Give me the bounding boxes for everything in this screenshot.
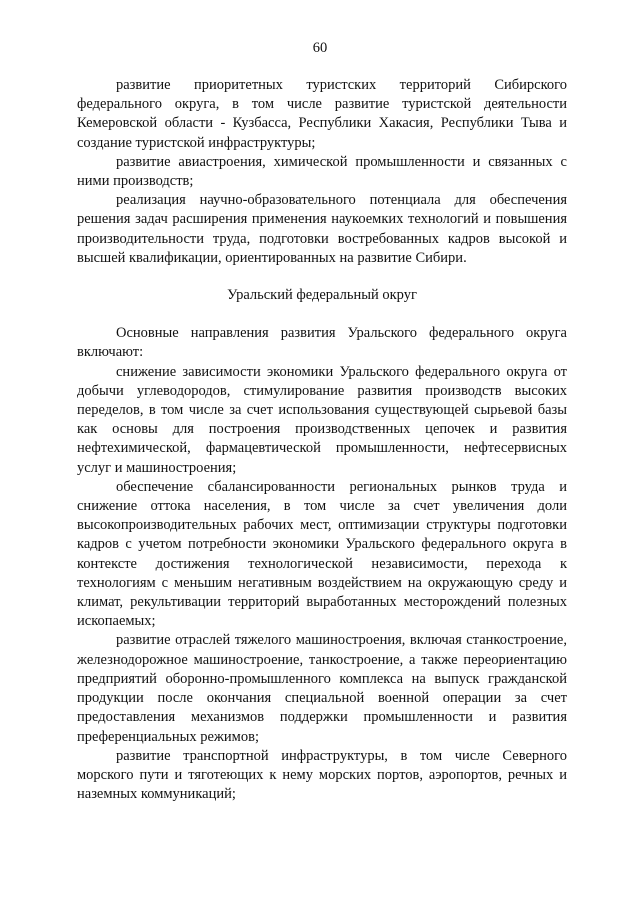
section-heading: Уральский федеральный округ (227, 287, 417, 304)
page-number: 60 (312, 40, 328, 56)
paragraph: реализация научно-образовательного потенциала для обеспечения решения задач расширения применения наукоемких технологий и повышения производительности труда, подготовки востребованных кадров высокой и высшей квалификации, ориентированных на развитие Сибири. (77, 192, 567, 266)
paragraph: развитие отраслей тяжелого машиностроения, включая станкостроение, железнодорожное машиностроение, танкостроение, а также переориентацию предприятий оборонно-промышленного комплекса на выпуск гражданской продукции после окончания специальной военной операции за счет предоставления механизмов поддержки промышленности и развития преференциальных режимов; (77, 632, 567, 745)
paragraph: развитие транспортной инфраструктуры, в том числе Северного морского пути и тяготеющих к нему морских портов, аэропортов, речных и наземных коммуникаций; (77, 747, 567, 803)
paragraph: Основные направления развития Уральского федерального округа включают: (77, 325, 567, 361)
section-heading-wrapper (77, 268, 567, 324)
paragraph: развитие приоритетных туристских территорий Сибирского федерального округа, в том числе развитие туристской деятельности Кемеровской области - Кузбасса, Республики Хакасия, Республики Тыва и создание туристской инфраструктуры; (77, 77, 567, 151)
paragraph: развитие авиастроения, химической промышленности и связанных с ними производств; (77, 153, 567, 190)
paragraph: снижение зависимости экономики Уральского федерального округа от добычи углеводородов, стимулирование развития производств высоких переделов, в том числе за счет использования существующей сырьевой базы как основы для построения производственных цепочек и развития нефтехимической, фармацевтической промышленности, нефтесервисных услуг и машиностроения; (77, 363, 567, 476)
paragraph: обеспечение сбалансированности региональных рынков труда и снижение оттока населения, в том числе за счет увеличения доли высокопроизводительных рабочих мест, оптимизации структуры подготовки кадров с учетом потребности экономики Уральского федерального округа в контексте достижения технологической независимости, перехода к технологиям с меньшим негативным воздействием на окружающую среду и климат, рекультивации территорий выработанных месторождений полезных ископаемых; (77, 478, 567, 630)
page-content (77, 76, 567, 804)
